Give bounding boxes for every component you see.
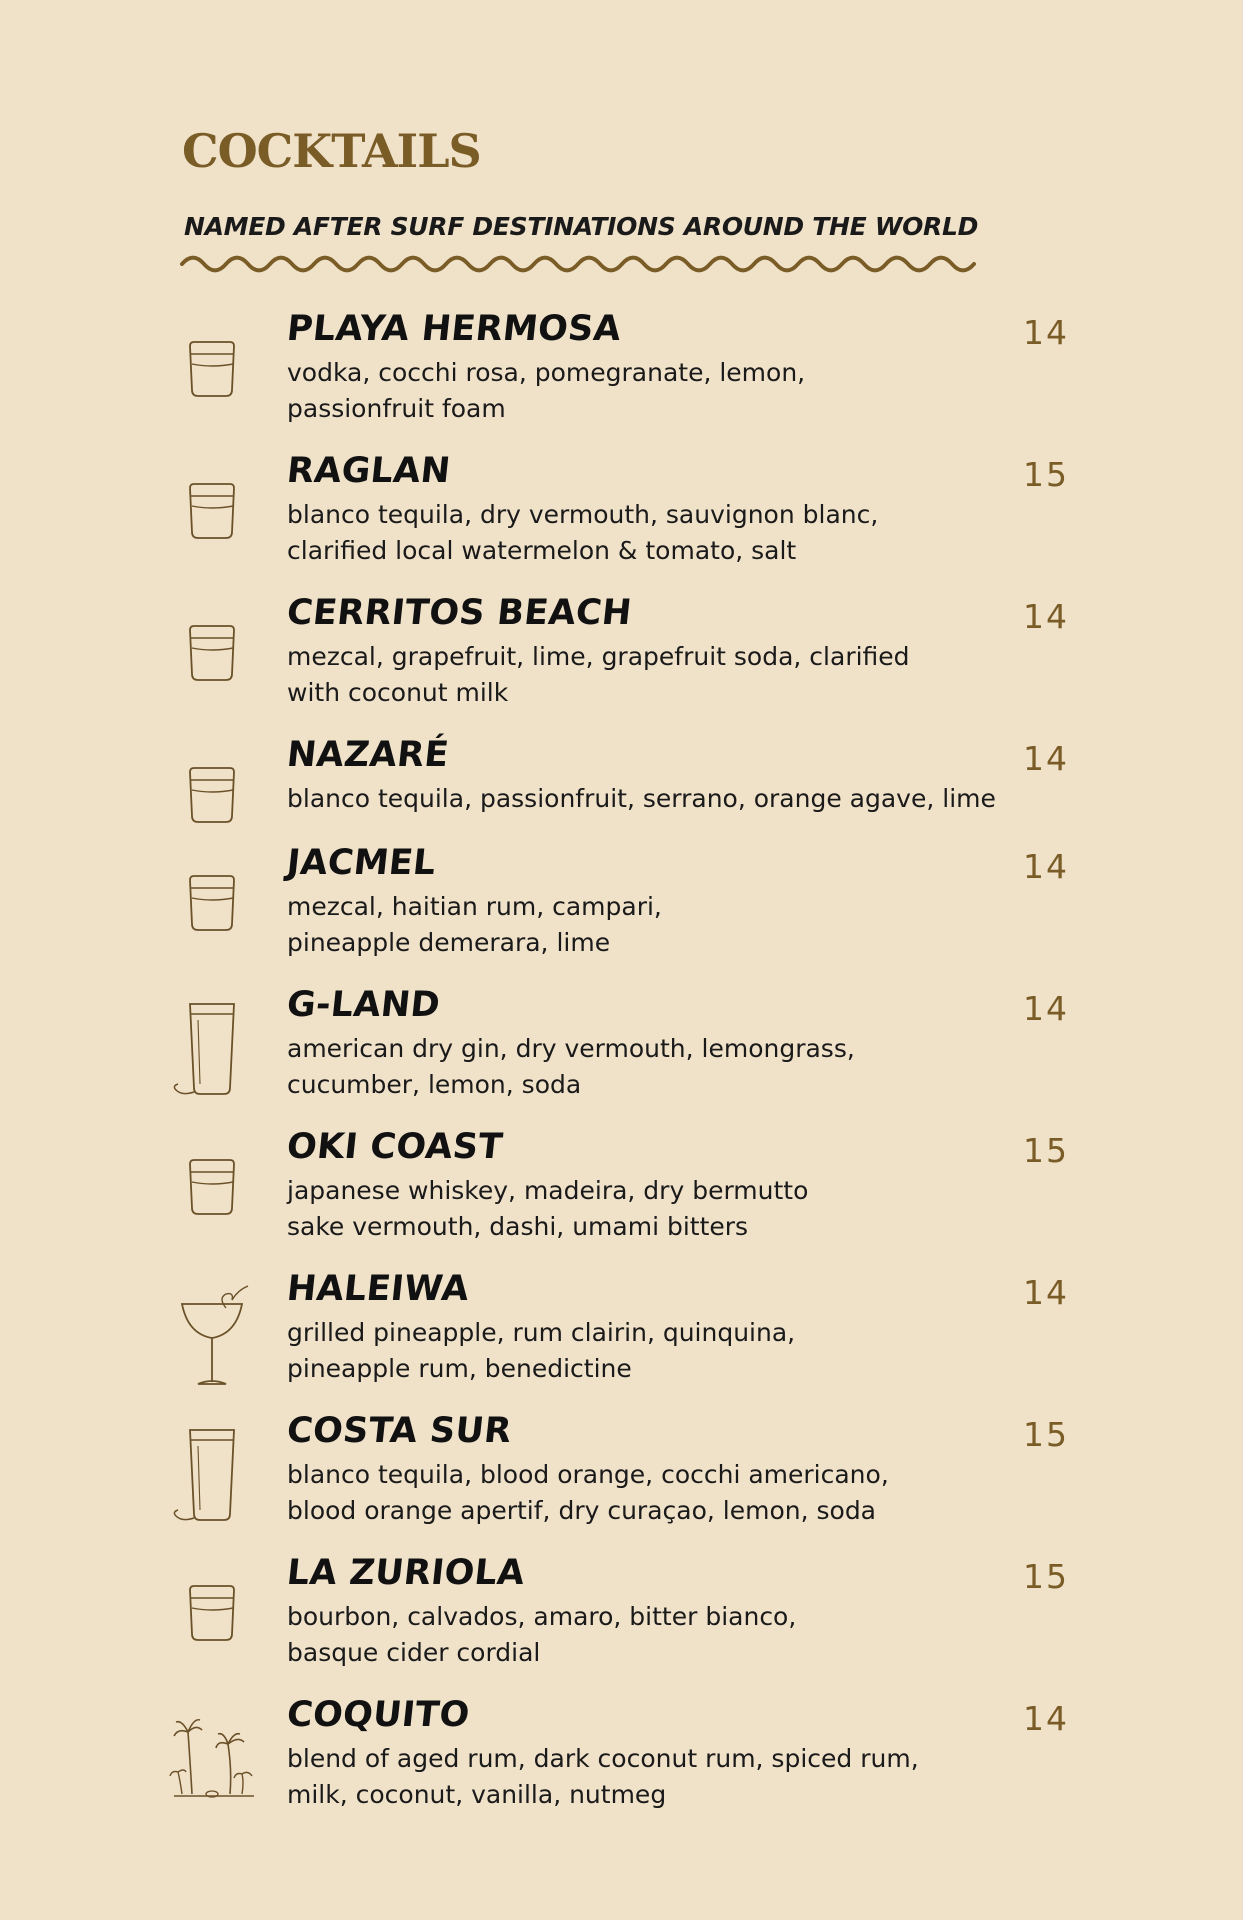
coupe-glass-icon (168, 1284, 258, 1394)
menu-item (0, 451, 1243, 584)
item-name: CERRITOS BEACH (284, 593, 634, 633)
item-price: 14 (1023, 989, 1069, 1028)
item-description-line: grilled pineapple, rum clairin, quinquina, (287, 1318, 796, 1347)
rocks-glass-icon (168, 1142, 258, 1252)
item-description (287, 1031, 1027, 1103)
item-description-line: japanese whiskey, madeira, dry bermutto (287, 1176, 809, 1205)
item-price: 14 (1023, 739, 1069, 778)
item-description-line: blanco tequila, passionfruit, serrano, orange agave, lime (287, 784, 996, 813)
item-price: 14 (1023, 313, 1069, 352)
item-price: 14 (1023, 1273, 1069, 1312)
item-name: LA ZURIOLA (284, 1553, 527, 1593)
item-description-line: pineapple demerara, lime (287, 928, 611, 957)
menu-item (0, 1127, 1243, 1260)
menu-subtitle: NAMED AFTER SURF DESTINATIONS AROUND THE WORLD (184, 212, 979, 241)
item-description-line: mezcal, grapefruit, lime, grapefruit soda, clarified (287, 642, 910, 671)
item-name: NAZARÉ (284, 735, 451, 775)
item-name: COSTA SUR (284, 1411, 514, 1451)
menu-item (0, 1411, 1243, 1544)
menu-item (0, 309, 1243, 442)
item-description (287, 781, 1027, 817)
item-price: 15 (1023, 1557, 1069, 1596)
item-price: 15 (1023, 1131, 1069, 1170)
rocks-glass-icon (168, 324, 258, 434)
rocks-glass-icon (168, 750, 258, 860)
menu-item (0, 1269, 1243, 1402)
item-description (287, 355, 1027, 427)
item-description (287, 1599, 1027, 1671)
item-description-line: sake vermouth, dashi, umami bitters (287, 1212, 749, 1241)
item-description-line: clarified local watermelon & tomato, salt (287, 536, 797, 565)
item-name: OKI COAST (284, 1127, 505, 1167)
item-description-line: vodka, cocchi rosa, pomegranate, lemon, (287, 358, 806, 387)
item-description-line: blend of aged rum, dark coconut rum, spiced rum, (287, 1744, 919, 1773)
item-description-line: milk, coconut, vanilla, nutmeg (287, 1780, 667, 1809)
item-name: JACMEL (284, 843, 438, 883)
item-description-line: passionfruit foam (287, 394, 506, 423)
item-description (287, 1457, 1027, 1529)
rocks-glass-icon (168, 608, 258, 718)
item-name: RAGLAN (284, 451, 453, 491)
item-price: 15 (1023, 455, 1069, 494)
item-description-line: mezcal, haitian rum, campari, (287, 892, 662, 921)
item-description-line: with coconut milk (287, 678, 509, 707)
menu-item (0, 1553, 1243, 1686)
item-price: 14 (1023, 847, 1069, 886)
item-description (287, 497, 1027, 569)
item-price: 15 (1023, 1415, 1069, 1454)
highball-glass-icon (168, 1426, 258, 1536)
item-description-line: american dry gin, dry vermouth, lemongrass, (287, 1034, 855, 1063)
palm-trees-icon (168, 1710, 258, 1820)
item-description-line: blanco tequila, dry vermouth, sauvignon blanc, (287, 500, 879, 529)
menu-item (0, 1695, 1243, 1828)
menu-item (0, 593, 1243, 726)
item-description-line: blood orange apertif, dry curaçao, lemon, soda (287, 1496, 877, 1525)
item-name: COQUITO (284, 1695, 472, 1735)
item-description (287, 1315, 1027, 1387)
menu-item (0, 843, 1243, 976)
item-description (287, 1741, 1027, 1813)
rocks-glass-icon (168, 466, 258, 576)
rocks-glass-icon (168, 1568, 258, 1678)
item-price: 14 (1023, 597, 1069, 636)
item-name: PLAYA HERMOSA (284, 309, 624, 349)
item-description-line: bourbon, calvados, amaro, bitter bianco, (287, 1602, 797, 1631)
item-description-line: cucumber, lemon, soda (287, 1070, 582, 1099)
item-description-line: blanco tequila, blood orange, cocchi americano, (287, 1460, 889, 1489)
item-description-line: pineapple rum, benedictine (287, 1354, 632, 1383)
item-name: G-LAND (284, 985, 442, 1025)
item-price: 14 (1023, 1699, 1069, 1738)
menu-title: COCKTAILS (182, 124, 481, 178)
item-description (287, 889, 1027, 961)
highball-glass-icon (168, 1000, 258, 1110)
rocks-glass-icon (168, 858, 258, 968)
item-description (287, 1173, 1027, 1245)
menu-item (0, 985, 1243, 1118)
item-name: HALEIWA (284, 1269, 471, 1309)
item-description-line: basque cider cordial (287, 1638, 541, 1667)
item-description (287, 639, 1027, 711)
